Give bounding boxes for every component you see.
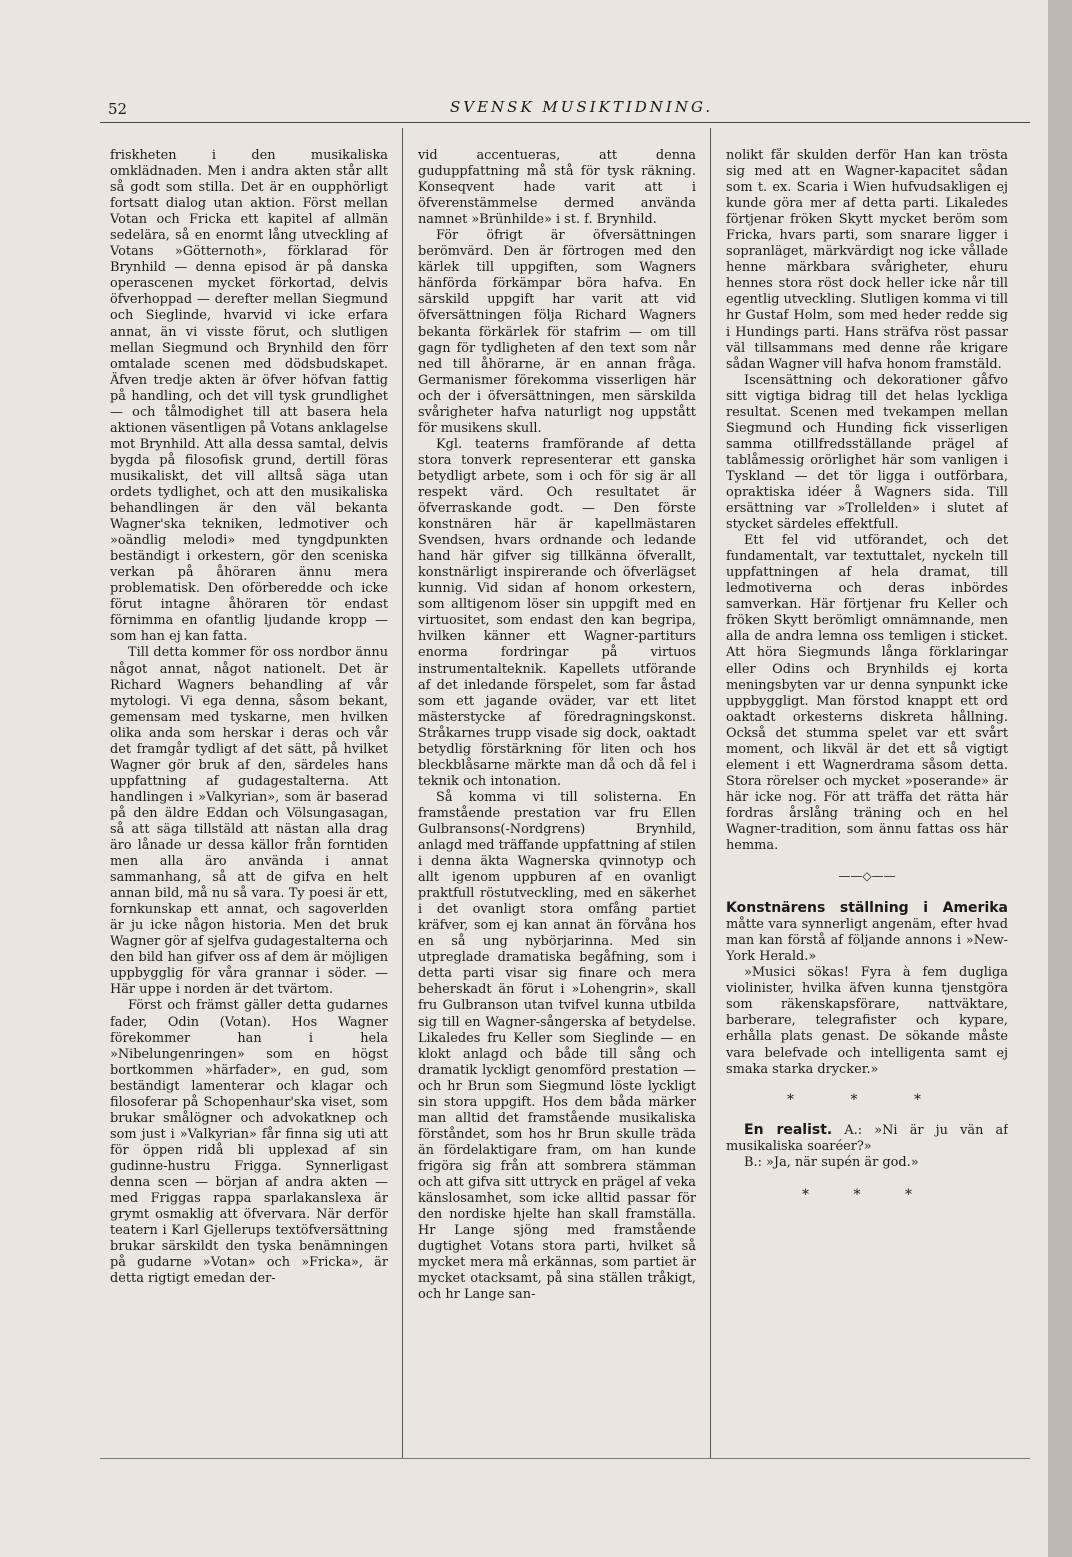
page-edge — [1048, 0, 1072, 1557]
running-title: SVENSK MUSIKTIDNING. — [450, 98, 714, 116]
col1-paragraph-1: friskheten i den musikaliska omklädnaden. Men i andra akten står allt så godt som stilla. Det är en oupphörligt fortsatt dialog utan aktion. Först mellan Votan och Fricka ett kapitel af allmän sedelära, så en enormt lång utveckling af Votans »Götternoth», förklarad för Brynhild — denna episod är på danska operascenen mycket förkortad, delvis öfverhoppad — derefter mellan Siegmund och Sieglinde, hvarvid vi icke erfara annat, än vi visste förut, och slutligen mellan Siegmund och Brynhild den förr omtalade scenen med dödsbudskapet. Äfven tredje akten är öfver höfvan fattig på handling, och det vill tysk grundlighet — och tålmodighet till att basera hela aktionen väsentligen på Votans anklagelse mot Brynhild. Att alla dessa samtal, delvis bygda på filosofisk grund, dertill föras musikaliskt, det vill alltså säga utan ordets tydlighet, och att den musikaliska behandlingen är den väl bekanta Wagner'ska tekniken, ledmotiver och »oändlig melodi» med tyngdpunkten beständigt i orkestern, gör den sceniska verkan på åhöraren ännu mera problematisk. Den oförberedde och icke förut intagne åhöraren tör endast förnimma en ofantlig ljudande kropp — som han ej kan fatta. — [110, 148, 388, 645]
column-2 — [418, 148, 696, 1448]
column-rule-2 — [710, 128, 711, 1458]
realist-heading: En realist. — [744, 1121, 833, 1138]
separator-stars-2: * * * — [802, 1186, 932, 1203]
america-article — [726, 900, 1008, 965]
america-heading: Konstnärens ställning i Amerika — [726, 900, 1008, 917]
section-ornament: ——◇—— — [838, 869, 896, 884]
col1-paragraph-3: Först och främst gäller detta gudarnes fader, Odin (Votan). Hos Wagner förekommer han i hela »Nibelungenringen» som en högst bortkommen »härfader», en gud, som beständigt lamenterar och klagar och filosoferar på Schopenhaur'ska viset, som brukar smålögner och advokatknep och som just i »Valkyrian» får finna sig uti att för öppen ridå bli upplexad af sin gudinne-hustru Frigga. Synnerligast denna scen — början af andra akten — med Friggas rappa sparlakanslexa är grymt osmaklig att öfvervara. När derför teatern i Karl Gjellerups textöfversättning brukar särskildt den tyska benämningen på gudarne »Votan» och »Fricka», är detta rigtigt emedan der- — [110, 998, 388, 1287]
page-header — [100, 92, 1030, 123]
col3-paragraph-2: Iscensättning och dekorationer gåfvo sitt vigtiga bidrag till det helas lyckliga resultat. Scenen med tvekampen mellan Siegmund och Hunding fick visserligen samma otillfredsställande prägel af tablåmessig orörlighet här som vanligen i Tyskland — det tör ligga i outförbara, opraktiska idéer å Wagners sida. Till ersättning var »Trollelden» i slutet af stycket särdeles effektfull. — [726, 372, 1008, 533]
col3-paragraph-3: Ett fel vid utförandet, och det fundamentalt, var textuttalet, nyckeln till uppfattningen af hela dramat, till ledmotiverna och deras inbördes samverkan. Här förtjenar fru Keller och fröken Skytt berömligt omnämnande, men alla de andra lemna oss temligen i sticket. Att höra Siegmunds långa förklaringar eller Odins och Brynhilds ej korta meningsbyten var ur denna synpunkt icke uppbyggligt. Man förstod knappt ett ord oaktadt orkesterns diskreta hållning. Också det stumma spelet var ett svårt moment, och likväl är det ett så vigtigt element i ett Wagnerdrama såsom detta. Stora rörelser och mycket »poserande» är här icke nog. För att träffa det rätta här fordras årslång träning och en hel Wagner-tradition, som ännu fattas oss här hemma. — [726, 533, 1008, 854]
bottom-rule — [100, 1458, 1030, 1459]
col2-paragraph-2: För öfrigt är öfversättningen berömvärd. Den är förtrogen med den kärlek till uppgiften, som Wagners hänförda förkämpar böra hafva. En särskild uppgift har varit att vid öfversättningen följa Richard Wagners bekanta förkärlek för stafrim — om till gagn för tydligheten af den text som når ned till åhörarne, är en annan fråga. Germanismer förekomma visserligen här och der i öfversättningen, men särskilda svårigheter hafva naturligt nog uppstått för musikens skull. — [418, 228, 696, 436]
col1-paragraph-2: Till detta kommer för oss nordbor ännu något annat, något nationelt. Det är Richard Wagners behandling af vår mytologi. Vi ega denna, såsom bekant, gemensam med tyskarne, men hvilken olika anda som herskar i deras och vår det framgår tydligt af det sätt, på hvilket Wagner gör bruk af den, särdeles hans uppfattning af gudagestalterna. Att handlingen i »Valkyrian», som är baserad på den äldre Eddan och Völsungasagan, så att säga tillstäld att nästan alla drag äro lånade ur dessa källor från forntiden men alla äro använda i annat sammanhang, så att de gifva en helt annan bild, må nu så vara. Ty poesi är ett, fornkunskap ett annat, och sagoverlden är ju icke någon historia. Men det bruk Wagner gör af sjelfva gudagestalterna och den bild han gifver oss af dem är möjligen uppbygglig för våra grannar i söder. — Här uppe i norden är det tvärtom. — [110, 645, 388, 998]
col2-paragraph-3: Kgl. teaterns framförande af detta stora tonverk representerar ett ganska betydligt arbete, som i och för sig är all respekt värd. Och resultatet är öfverraskande godt. — Den förste konstnären här är kapellmästaren Svendsen, hvars ordnande och ledande hand här gifver sig tillkänna öfverallt, konstnärligt inspirerande och öfverlägset kunnig. Vid sidan af honom orkestern, som alltigenom löser sin uppgift med en virtuositet, som endast den kan begripa, hvilken känner ett Wagner-partiturs enorma fordringar på virtuos instrumentalteknik. Kapellets utförande af det inledande förspelet, som far åstad som ett jagande oväder, var ett litet mästerstycke af föredragningskonst. Stråkarnes trupp visade sig dock, oaktadt betydlig förstärkning för liten och hos bleckblåsarne märkte man då och då fel i teknik och intonation. — [418, 436, 696, 789]
separator-stars-1: * * * — [787, 1091, 947, 1108]
column-1 — [110, 148, 388, 1448]
column-3 — [726, 148, 1008, 1448]
column-rule-1 — [402, 128, 403, 1458]
col3-paragraph-1: nolikt får skulden derför Han kan trösta sig med att en Wagner-kapacitet sådan som t. ex. Scaria i Wien hufvudsakligen ej kunde göra mer af detta parti. Likaledes förtjenar fröken Skytt mycket beröm som Fricka, hvars parti, som snarare ligger i sopranläget, märkvärdigt nog icke vållade henne märkbara svårigheter, ehuru hennes stora röst dock heller icke når till egentlig utveckling. Slutligen komma vi till hr Gustaf Holm, som med heder redde sig i Hundings parti. Hans sträfva röst passar väl tillsammans med denne råe krigare sådan Wagner vill hafva honom framstäld. — [726, 148, 1008, 372]
america-advert: »Musici sökas! Fyra à fem dugliga violinister, hvilka äfven kunna tjenstgöra som räkenskapsförare, nattväktare, barberare, telegrafister och kypare, erhålla plats genast. De sökande måste vara belefvade och intelligenta samt ej smaka starka drycker.» — [726, 965, 1008, 1077]
page-number: 52 — [108, 100, 128, 118]
col2-paragraph-4: Så komma vi till solisterna. En framstående prestation var fru Ellen Gulbransons(-Nordgrens) Brynhild, anlagd med träffande uppfattning af stilen i denna äkta Wagnerska qvinnotyp och allt igenom uppburen af en ovanligt praktfull röstutveckling, med en säkerhet i det ovanligt stora omfång partiet kräfver, som ej kan annat än förvåna hos en så ung nybörjarinna. Med sin utpreglade dramatiska begåfning, som i detta parti visar sig finare och mera beherskadt än förut i »Lohengrin», skall fru Gulbranson utan tvifvel kunna utbilda sig till en Wagner-sångerska af betydelse. Likaledes fru Keller som Sieglinde — en klokt anlagd och både till sång och dramatik lyckligt genomförd prestation — och hr Brun som Siegmund löste lyckligt sin stora uppgift. Hos dem båda märker man alltid det framstående musikaliska förståndet, som hos hr Brun skulle träda än fördelaktigare fram, om han kunde frigöra sig från att sombrera stämman och att gifva sitt uttryck en prägel af veka känslosamhet, som icke alltid passar för den nordiske hjelte han skall framställa. Hr Lange sjöng med framstående dugtighet Votans stora parti, hvilket så mycket mera må erkännas, som partiet är mycket otacksamt, på sina ställen tråkigt, och hr Lange san- — [418, 789, 696, 1303]
realist-line-b: B.: »Ja, när supén är god.» — [744, 1154, 919, 1170]
realist-line-a: A.: »Ni är ju vän af musikaliska soaréer?» — [726, 1122, 1008, 1154]
col2-paragraph-1: vid accentueras, att denna guduppfattning må stå för tysk räkning. Konseqvent hade varit att i öfverenstämmelse dermed använda namnet »Brünhilde» i st. f. Brynhild. — [418, 148, 696, 228]
realist-article — [726, 1122, 1008, 1155]
america-intro: måtte vara synnerligt angenäm, efter hvad man kan förstå af följande annons i »New-York Herald.» — [726, 917, 1008, 965]
